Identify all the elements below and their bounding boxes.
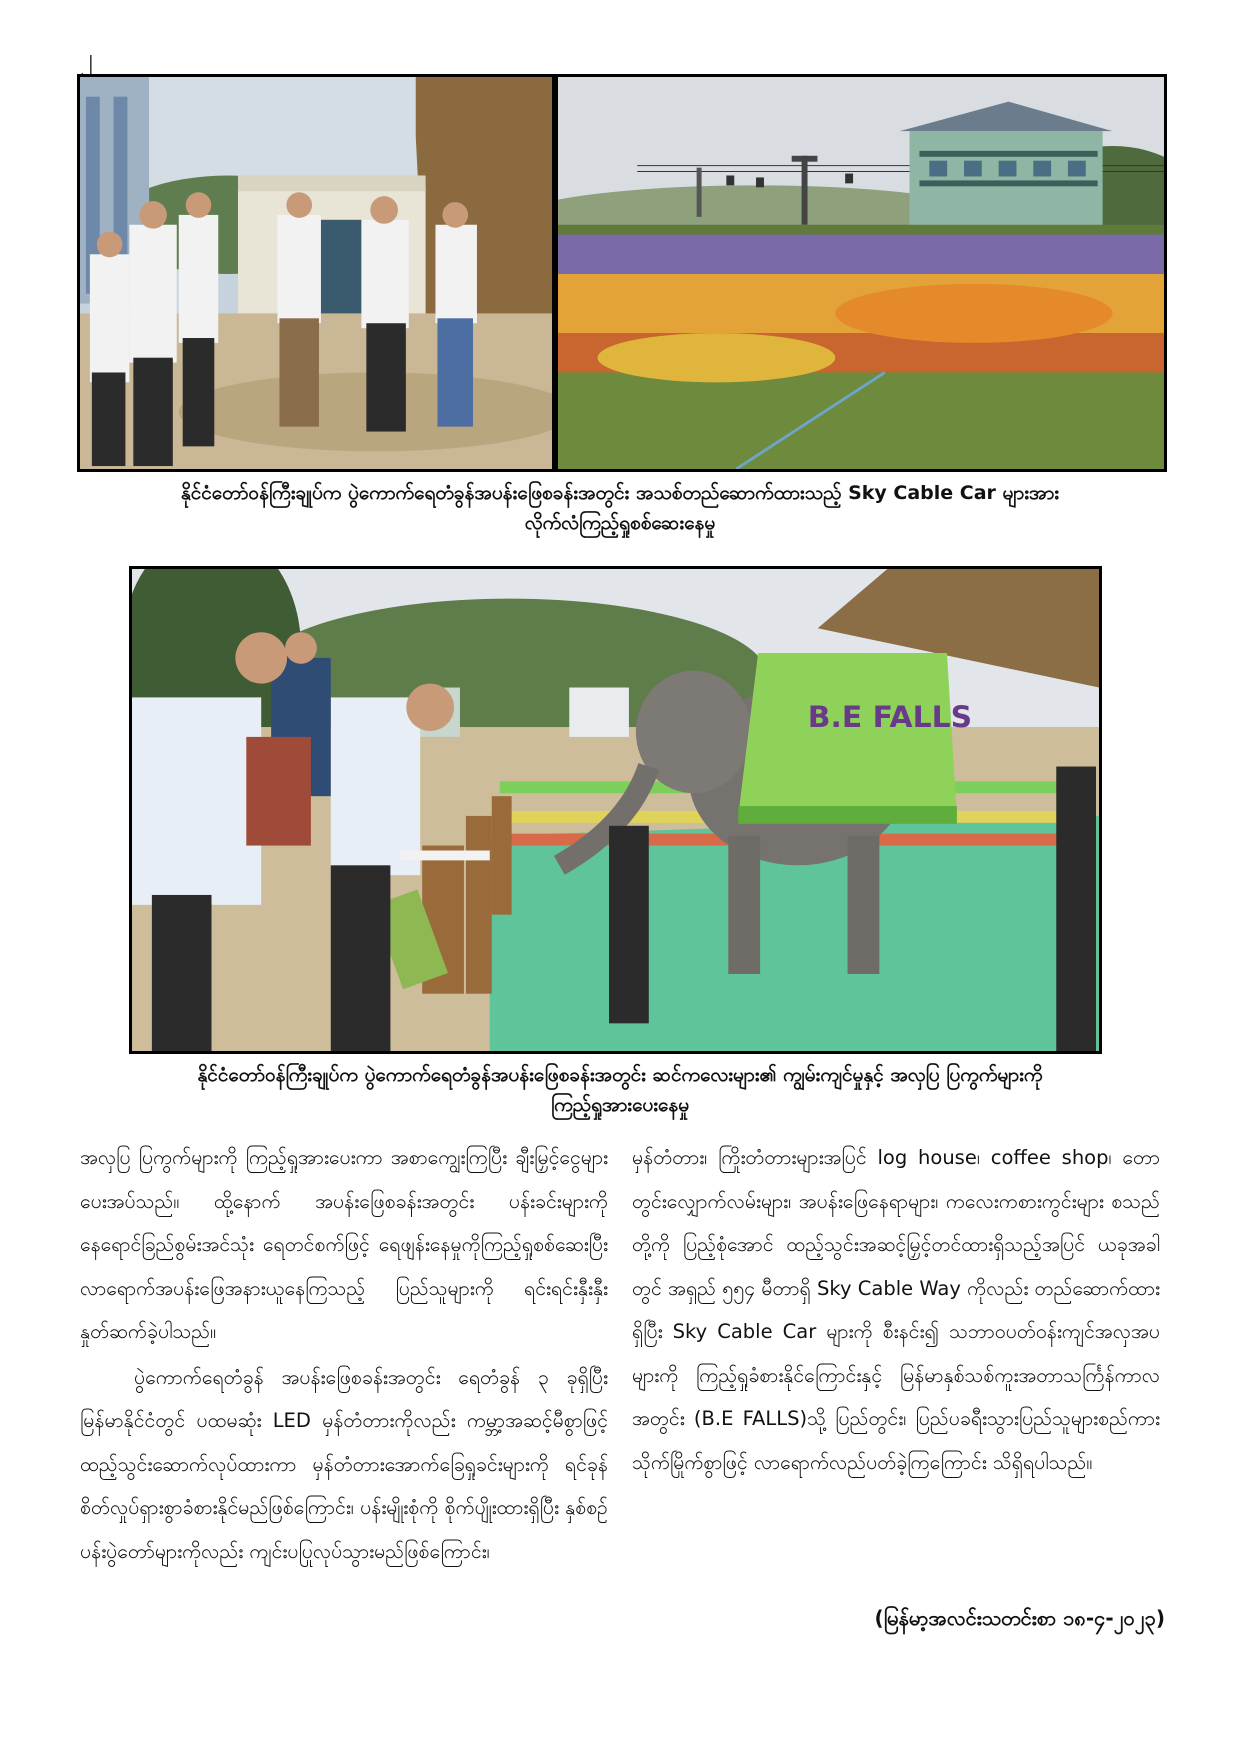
article-paragraph: အလှပြ ပြကွက်များကို ကြည့်ရှုအားပေးကာ အစာကျွေးကြပြီး ချီးမြှင့်ငွေများပေးအပ်သည်။ ထို့နောက် အပန်းဖြေစခန်းအတွင်း ပန်းခင်းများကို နေရောင်ခြည်စွမ်းအင်သုံး ရေတင်စက်ဖြင့် ရေဖျန်းနေမှုကိုကြည့်ရှုစစ်ဆေးပြီး လာရောက်အပန်းဖြေအနားယူနေကြသည့် ပြည်သူများကို ရင်းရင်းနှီးနှီးနှုတ်ဆက်ခဲ့ပါသည်။ [80,1146,608,1343]
article-right-column [632,1136,1160,1486]
blanket-text: B.E FALLS [807,700,973,736]
caption-middle-line-2: ကြည့်ရှုအားပေးနေမှု [550,1094,690,1116]
photo-elephant-feeding [129,566,1102,1054]
source-citation: (မြန်မာ့အလင်းသတင်းစာ ၁၈-၄-၂၀၂၃) [874,1606,1165,1630]
article-left-column [80,1136,608,1575]
page-number: ၂ [80,43,93,73]
caption-top [100,478,1140,538]
caption-top-line-2: လိုက်လံကြည့်ရှုစစ်ဆေးနေမှု [524,512,716,534]
article-paragraph: ပွဲကောက်ရေတံခွန် အပန်းဖြေစခန်းအတွင်း ရေတံခွန် ၃ ခုရှိပြီး မြန်မာနိုင်ငံတွင် ပထမဆုံး LED မှန်တံတားကိုလည်း ကမ္ဘာ့အဆင့်မီစွာဖြင့် ထည့်သွင်းဆောက်လုပ်ထားကာ မှန်တံတားအောက်ခြေရှုခင်းများကို ရင်ခုန်စိတ်လှုပ်ရှားစွာခံစားနိုင်မည်ဖြစ်ကြောင်း၊ ပန်းမျိုးစုံကို စိုက်ပျိုးထားရှိပြီး နှစ်စဉ်ပန်းပွဲတော်များကိုလည်း ကျင်းပပြုလုပ်သွားမည်ဖြစ်ကြောင်း၊ [80,1365,608,1563]
photo-officials-inspection [77,74,555,472]
article-paragraph: မှန်တံတား၊ ကြိုးတံတားများအပြင် log house၊ coffee shop၊ တောတွင်းလျှောက်လမ်းများ၊ အပန်းဖြေနေရာများ၊ ကလေးကစားကွင်းများ စသည်တို့ကို ပြည့်စုံအောင် ထည့်သွင်းအဆင့်မြှင့်တင်ထားရှိသည့်အပြင် ယခုအခါတွင် အရှည် ၅၅၄ မီတာရှိ Sky Cable Way ကိုလည်း တည်ဆောက်ထားရှိပြီး Sky Cable Car များကို စီးနင်း၍ သဘာဝပတ်ဝန်းကျင်အလှအပများကို ကြည့်ရှုခံစားနိုင်ကြောင်းနှင့် မြန်မာနှစ်သစ်ကူးအတာသင်္ကြန်ကာလအတွင်း (B.E FALLS)သို့ ပြည်တွင်း၊ ပြည်ပခရီးသွားပြည်သူများစည်ကားသိုက်မြိုက်စွာဖြင့် လာရောက်လည်ပတ်ခဲ့ကြကြောင်း သိရှိရပါသည်။ [632,1146,1160,1474]
caption-middle-line-1: နိုင်ငံတော်ဝန်ကြီးချုပ်က ပွဲကောက်ရေတံခွန်အပန်းဖြေစခန်းအတွင်း ဆင်ကလေးများ၏ ကျွမ်းကျင်မှုနှင့် အလှပြ ပြကွက်များကို [197,1064,1043,1086]
photo-flower-garden-cable-car [555,74,1167,472]
caption-top-line-1: နိုင်ငံတော်ဝန်ကြီးချုပ်က ပွဲကောက်ရေတံခွန်အပန်းဖြေစခန်းအတွင်း အသစ်တည်ဆောက်ထားသည့် Sky Cable Car များအား [180,482,1060,504]
caption-middle [100,1060,1140,1120]
